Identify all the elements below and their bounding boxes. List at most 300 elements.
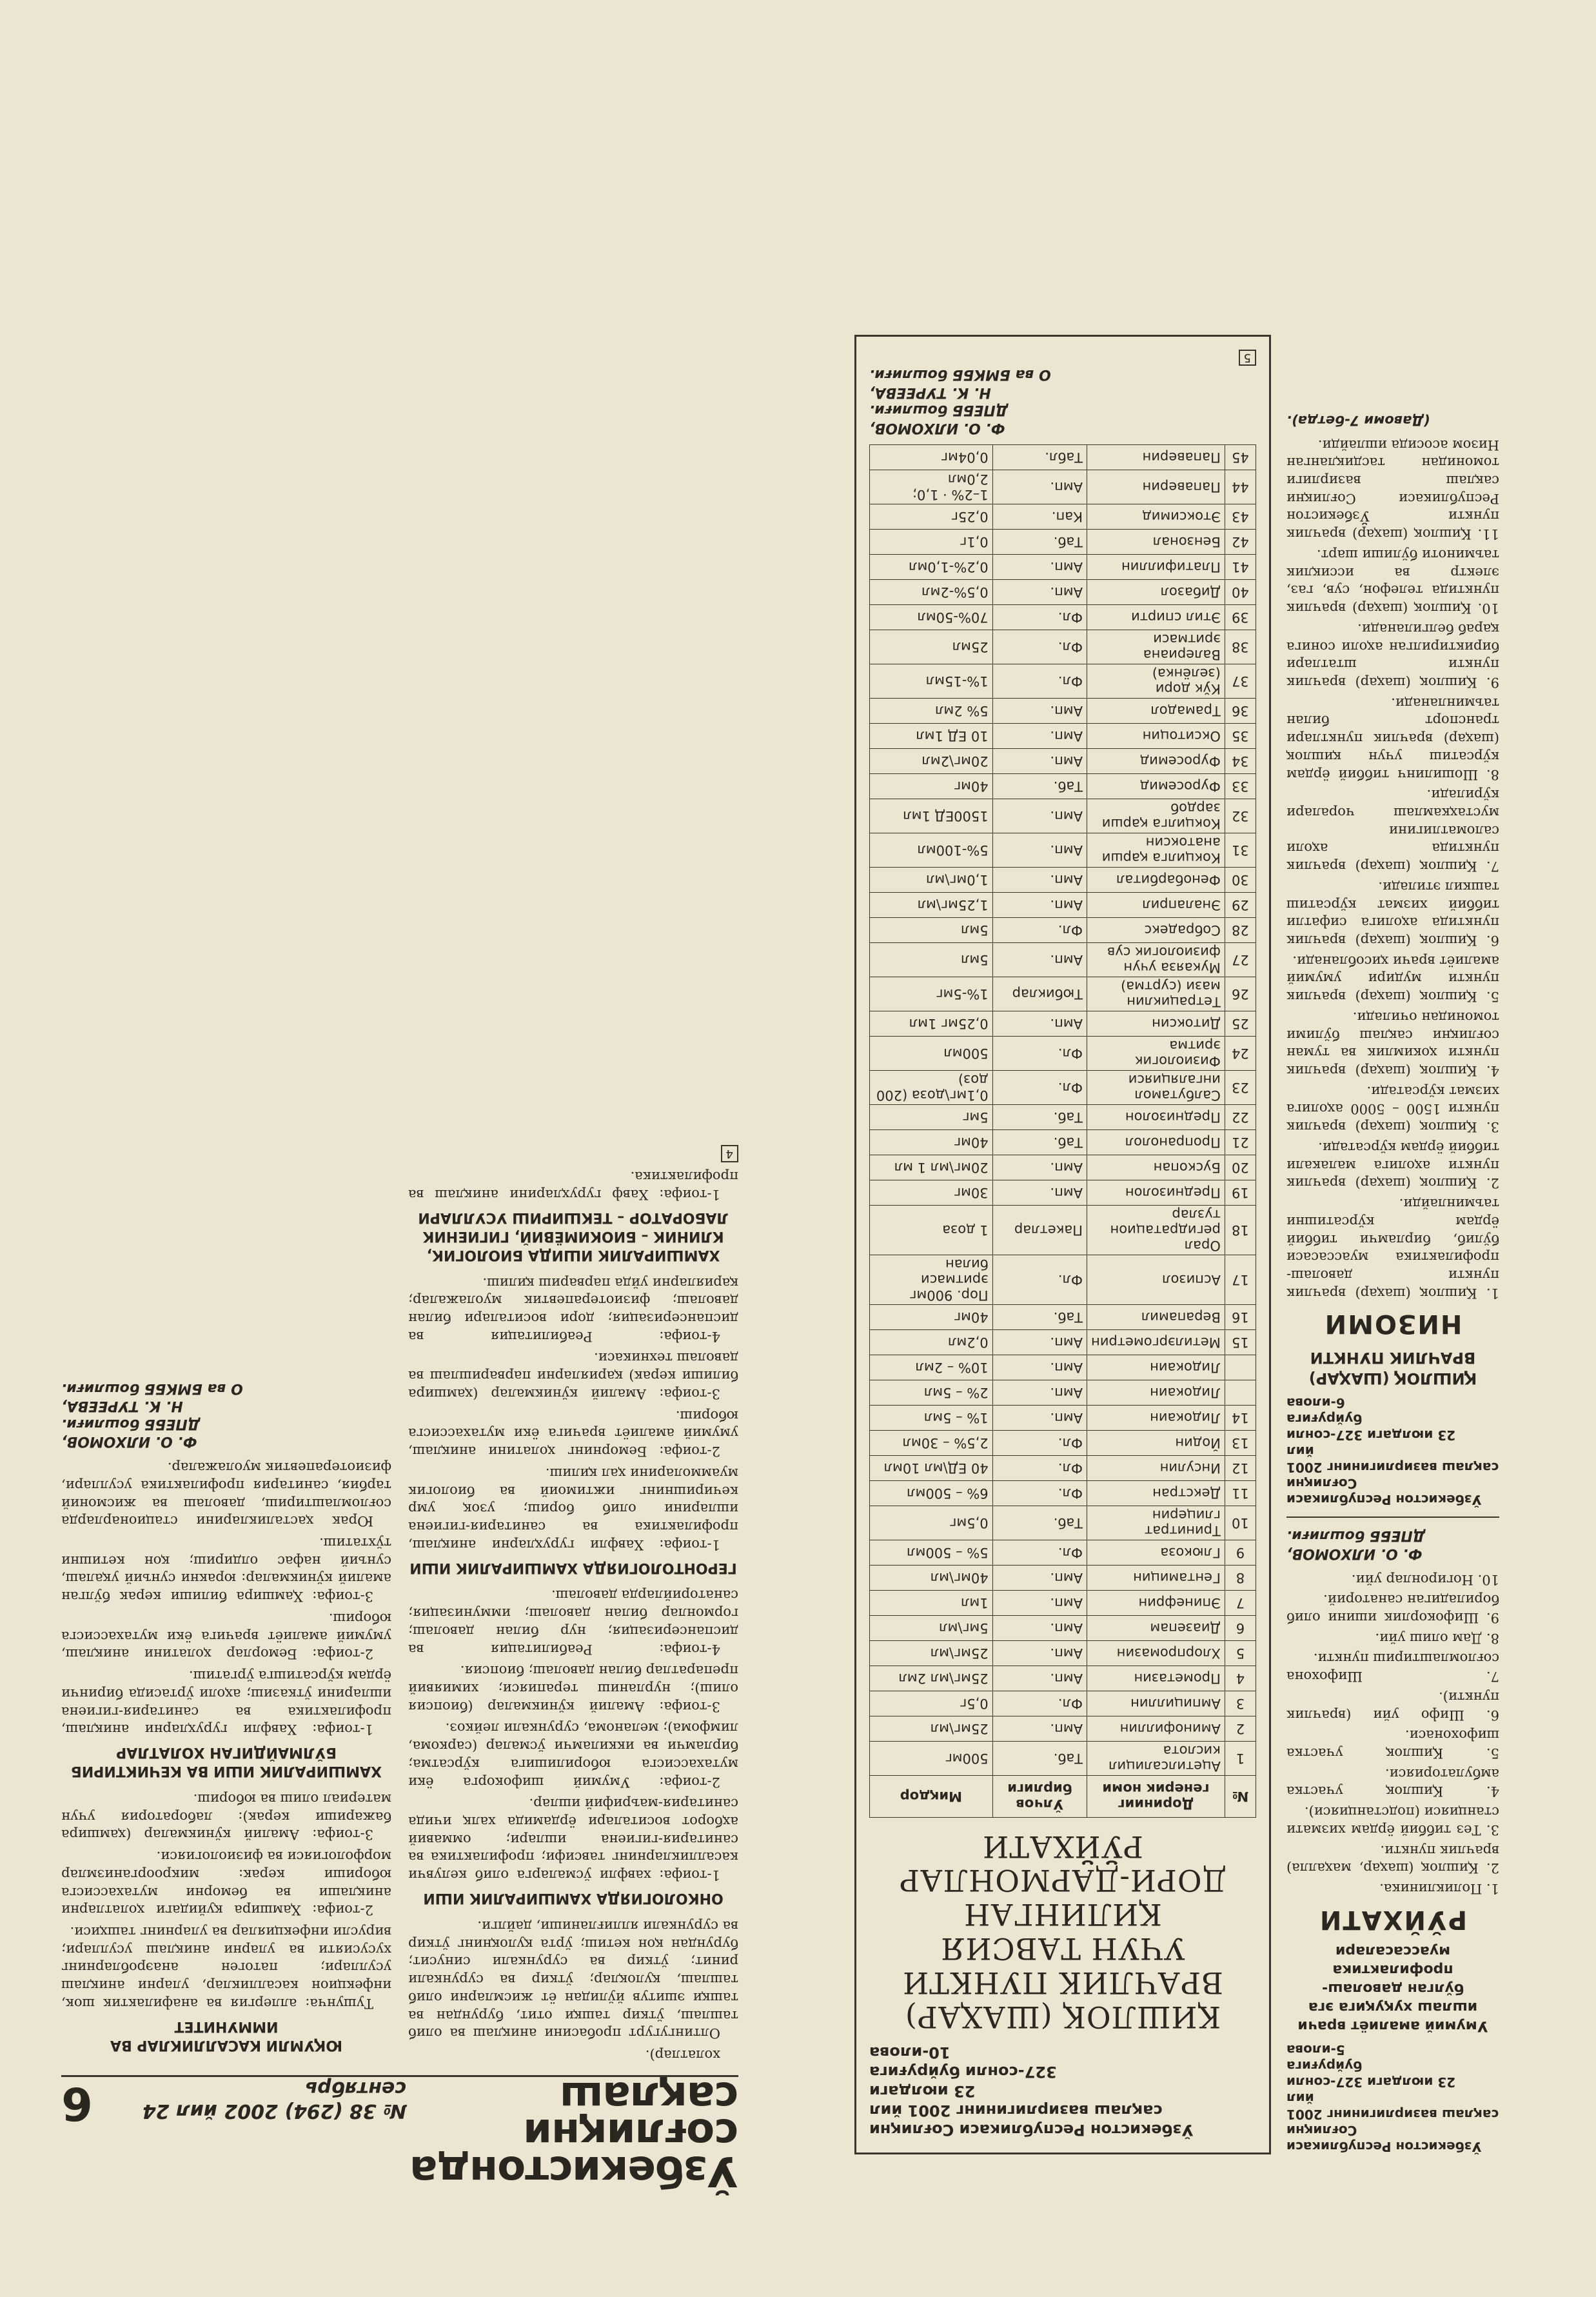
table-cell: Тринитрат глицерин: [1087, 1506, 1225, 1540]
table-cell: 0,2%-1,0мл: [870, 554, 993, 579]
table-cell: Ампициллин: [1087, 1691, 1225, 1716]
table-cell: Фл.: [992, 1036, 1087, 1070]
list-item: 10. Ногиронлар уйи.: [1351, 1571, 1499, 1587]
table-cell: Амп.: [992, 723, 1087, 748]
table-cell: Амп.: [992, 892, 1087, 917]
masthead-right: [61, 2077, 406, 2130]
list-lead: Умумий амалиёт врачи ишлаш хуқуқига эга бўлган даволаш-профилактика муассасалари: [1297, 1942, 1488, 2034]
signature-line: О ва БМКББ бошлиғи.: [869, 366, 1051, 383]
column-header: Миқдор: [870, 1775, 993, 1817]
decree-line: сақлаш вазирлигининг 2001 йил: [1286, 1443, 1499, 1475]
table-cell: 39: [1225, 604, 1256, 630]
signature-line: Ф. О. ИЛХОМОВ,: [869, 419, 1005, 436]
table-cell: Таб.: [992, 1506, 1087, 1540]
table-row: [870, 1506, 1256, 1540]
page-six: [61, 90, 738, 2194]
paragraph: 4-тоифа: Реабилитация ва диспансеризация; нур билан даволаш; гормонлар билан даволаш; иммунизация; санаторийларда даволаш.: [408, 1587, 738, 1657]
table-cell: Фуросемид: [1087, 773, 1225, 799]
table-row: [870, 942, 1256, 977]
table-cell: 43: [1225, 504, 1256, 529]
intro-line: Олтингугурт пробасини аниқлаш ва олиб ташлаш, ўткир ташқи отит, бурундан ва ташқи эшитув йўлидан ёт жисмларни олиб ташлаш, қулоқлар; ўткир ва сурункали ринит; ўткир ва сурункали синусит; бурундан қон кетиш; ўрта қулоқнинг ўткир ва сурункали яллиғланиши, дайлги.: [408, 1918, 738, 2042]
paragraph: 1-тоифа: Хавфли гуруҳларни аниқлаш, профилактика ва санитария-гигиена ишларини ўтказиш; аҳоли ўртасида биринчи ёрдам кўрсатишга ўргатиш.: [61, 1668, 391, 1738]
regulation-subtitle: НИЗОМИ: [1323, 1309, 1463, 1339]
table-body: [870, 444, 1256, 1775]
table-cell: 30: [1225, 867, 1256, 892]
table-cell: 25мг\мл: [870, 1640, 993, 1666]
signature-line: ДПЕББ бошлиғи.: [61, 1415, 201, 1432]
table-cell: Пор. 900мг эритмаси билан: [870, 1255, 993, 1304]
paragraph: 4. Қишлоқ (шаҳар) врачлик пункти ҳокимлик ва туман соғлиқни сақлаш бўлими томонидан очилади.: [1286, 1009, 1499, 1079]
table-cell: 25мг\мл: [870, 1716, 993, 1741]
table-cell: [1225, 1355, 1256, 1380]
medicine-table-box: [854, 335, 1271, 2154]
article-column-1: [408, 1145, 738, 2063]
decree-line: сақлаш вазирлигининг 2001 йил: [1286, 2091, 1499, 2122]
table-cell: Амп.: [992, 748, 1087, 773]
table-cell: Кап.: [992, 504, 1087, 529]
table-cell: Таб.: [992, 529, 1087, 554]
table-cell: Амп.: [992, 1640, 1087, 1666]
table-cell: 6% – 500мл: [870, 1480, 993, 1506]
table-row: [870, 1716, 1256, 1741]
table-cell: Инсулин: [1087, 1455, 1225, 1480]
table-row: [870, 723, 1256, 748]
table-row: [870, 554, 1256, 579]
table-cell: Амп.: [992, 942, 1087, 977]
table-row: [870, 1430, 1256, 1455]
table-cell: Аспизол: [1087, 1255, 1225, 1304]
table-cell: [1225, 1380, 1256, 1405]
section-heading: ХАМШИРАЛИК ИШИДА БИОЛОГИК, КЛИНИК – БИОКИМЁВИЙ, ГИГИЕНИК ЛАБОРАТОР – ТЕКШИРИШ УСУЛЛАРИ: [418, 1209, 729, 1263]
table-cell: Фенобарбитал: [1087, 867, 1225, 892]
table-cell: 34: [1225, 748, 1256, 773]
table-cell: Фуросемид: [1087, 748, 1225, 773]
table-cell: Амп.: [992, 1380, 1087, 1405]
table-title-line: УЧУН ТАВСИЯ ҚИЛИНГАН: [940, 1897, 1185, 1967]
table-cell: 1 доза: [870, 1205, 993, 1255]
table-cell: 19: [1225, 1180, 1256, 1205]
table-cell: Тюбиклар: [992, 977, 1087, 1011]
table-cell: Амп.: [992, 1565, 1087, 1590]
paragraph: 1-тоифа: хавфли ўсмаларга олиб келувчи касалликларнинг тавсифи; профилактика ва санитария-гигиена ишлари; оммавий аҳборот воситалари ёрдамида халқ ичида санитария-маърифий ишлар.: [408, 1796, 738, 1884]
table-cell: 0,25г: [870, 504, 993, 529]
section-heading: ЮҚУМЛИ КАСАЛЛИКЛАР ВА ИММУНИТЕТ: [110, 2018, 343, 2053]
table-cell: Трамадол: [1087, 698, 1225, 723]
table-cell: Метилэргометрин: [1087, 1329, 1225, 1355]
paragraph: Юрак ҳасталикларини стационарларда соғломлаштириш, даволаш ва жисмоний тарбия, санитария профилактика усуллари, физиотерапевтик муолажалар.: [61, 1460, 391, 1529]
table-title-line: ҚИШЛОҚ (ШАҲАР) ВРАЧЛИК ПУНКТИ: [902, 1965, 1223, 2034]
signature-line: Ф. О. ИЛХОМОВ,: [61, 1433, 197, 1450]
table-cell: 20: [1225, 1155, 1256, 1180]
table-cell: 20мг\2мл: [870, 748, 993, 773]
table-cell: 1мл: [870, 1590, 993, 1615]
table-cell: Лидокаин: [1087, 1355, 1225, 1380]
table-cell: 5%-100мл: [870, 833, 993, 867]
paragraph: 5. Қишлоқ (шаҳар) врачлик пункти мудири умумий амалиёт врачи ҳисобланади.: [1286, 953, 1499, 1005]
table-row: [870, 833, 1256, 867]
article-column-2: [61, 1145, 391, 2063]
table-row: [870, 917, 1256, 942]
table-cell: 5% – 500мл: [870, 1540, 993, 1565]
table-cell: 1%-15мл: [870, 664, 993, 698]
list-item: 9. Шифокорлик ишини олиб бориладиган санаторий.: [1286, 1592, 1499, 1626]
paragraph: 10. Қишлоқ (шаҳар) врачлик пунктида телефон, сув, газ, электр ва иссиқлик таъминоти бўлиши шарт.: [1286, 546, 1499, 617]
paragraph: 2-тоифа: Беморлар ҳолатини аниқлаш, умумий амалиёт врачига ёки мутахассисга юбориш.: [61, 1610, 391, 1662]
table-cell: 27: [1225, 942, 1256, 977]
table-cell: 24: [1225, 1036, 1256, 1070]
table-cell: 500мг: [870, 1741, 993, 1775]
table-cell: 17: [1225, 1255, 1256, 1304]
masthead-title-line2: соғлиқни сақлаш: [524, 2072, 738, 2158]
table-cell: 40мг: [870, 773, 993, 799]
table-cell: 5мл: [870, 942, 993, 977]
table-row: [870, 1691, 1256, 1716]
table-cell: 42: [1225, 529, 1256, 554]
table-cell: Таб.: [992, 1741, 1087, 1775]
table-cell: Папаверин: [1087, 470, 1225, 504]
table-cell: 1: [1225, 1741, 1256, 1775]
table-cell: Кўк дори (зелёнка): [1087, 664, 1225, 698]
table-cell: 9: [1225, 1540, 1256, 1565]
signature-block: [61, 1379, 391, 1450]
table-row: [870, 1155, 1256, 1180]
table-row: [870, 1380, 1256, 1405]
page-five-layout: [854, 335, 1499, 2154]
table-cell: 1500ЕД 1мл: [870, 799, 993, 833]
table-cell: Фл.: [992, 1070, 1087, 1104]
paragraph: 7. Қишлоқ (шаҳар) врачлик пунктида аҳоли саломатлигини мустаҳкамлаш чоралари кўрилади.: [1286, 787, 1499, 875]
table-header-row: [870, 1775, 1256, 1817]
table-row: [870, 1255, 1256, 1304]
table-row: [870, 1355, 1256, 1380]
decree-reference: [1286, 1395, 1499, 1507]
table-row: [870, 1036, 1256, 1070]
table-cell: Пропранолол: [1087, 1129, 1225, 1155]
table-cell: 10% – 2мл: [870, 1355, 993, 1380]
table-row: [870, 892, 1256, 917]
list-item: 6. Шифо уйи (врачлик пункти).: [1286, 1689, 1499, 1723]
paragraph: 1. Қишлоқ (шаҳар) врачлик пункти даволаш-профилактика муассасаси бўлиб, бирламчи тиббий ёрдам кўрсатишни таъминлайди.: [1286, 1196, 1499, 1301]
table-cell: Прометазин: [1087, 1666, 1225, 1691]
table-cell: Амп.: [992, 1405, 1087, 1430]
table-cell: 32: [1225, 799, 1256, 833]
table-cell: Йодин: [1087, 1430, 1225, 1455]
table-cell: 44: [1225, 470, 1256, 504]
table-cell: 40: [1225, 579, 1256, 604]
list-item: 7. Шифохона соғломлаштириш пункти.: [1286, 1651, 1499, 1685]
table-cell: Преднизолон: [1087, 1180, 1225, 1205]
decree-line: Ўзбекистон Республикаси Соғлиқни: [1286, 2123, 1482, 2154]
table-cell: Амп.: [992, 799, 1087, 833]
table-cell: 3: [1225, 1691, 1256, 1716]
table-cell: Амп.: [992, 1590, 1087, 1615]
table-cell: Амп.: [992, 1329, 1087, 1355]
divider: [1286, 1516, 1499, 1518]
table-cell: Эпинефрин: [1087, 1590, 1225, 1615]
medicine-table: [869, 444, 1256, 1818]
table-cell: Бензонал: [1087, 529, 1225, 554]
table-cell: Этил спирти: [1087, 604, 1225, 630]
decree-line: 6-илова: [1286, 1395, 1345, 1411]
table-row: [870, 1011, 1256, 1036]
table-cell: Мукаяза учун физиологик сув: [1087, 942, 1225, 977]
signature-line: Н. К. ТУРЕЕВА,: [61, 1398, 183, 1415]
table-cell: 45: [1225, 444, 1256, 470]
signature-line: ДПЕББ бошлиғи.: [869, 402, 1009, 419]
table-cell: Папаверин: [1087, 444, 1225, 470]
table-row: [870, 504, 1256, 529]
signature-line: Ф. О. ИЛХОМОВ,: [1286, 1545, 1423, 1562]
table-cell: Фл.: [992, 1480, 1087, 1506]
table-cell: 2: [1225, 1716, 1256, 1741]
table-cell: 0,04мг: [870, 444, 993, 470]
list-item: 8. Дам олиш уйи.: [1375, 1630, 1499, 1646]
list-item: 1. Поликлиника.: [1379, 1881, 1499, 1897]
page-mark: 4: [721, 1145, 738, 1163]
table-cell: Амп.: [992, 1355, 1087, 1380]
signature-line: ДПЕББ бошлиғи.: [1286, 1527, 1426, 1544]
decree-reference: [869, 2043, 1256, 2140]
decree-line: 10-илова: [869, 2043, 951, 2062]
table-cell: Амп.: [992, 833, 1087, 867]
table-cell: 2% – 5мл: [870, 1380, 993, 1405]
table-cell: 40мг: [870, 1129, 993, 1155]
paragraph: Тушунча: аллергия ва анафилактик шок, инфекцион касалликлар, уларни аниқлаш усуллари; патоген анаэробларнинг хусусияти ва уларни аниқлаш усуллари; вирусли инфекциялар ва уларнинг ташҳиси.: [61, 1924, 391, 2011]
table-cell: Таб.: [992, 1129, 1087, 1155]
decree-line: Ўзбекистон Республикаси Соғлиқни: [1286, 1475, 1482, 1507]
table-row: [870, 1741, 1256, 1775]
table-cell: Кокцилга қарши анатоксин: [1087, 833, 1225, 867]
table-row: [870, 1205, 1256, 1255]
table-cell: 1–2% · 1,0; 2,0мл: [870, 470, 993, 504]
table-cell: Амп.: [992, 470, 1087, 504]
table-row: [870, 630, 1256, 664]
table-cell: Фл.: [992, 604, 1087, 630]
table-cell: Лидокаин: [1087, 1405, 1225, 1430]
table-row: [870, 799, 1256, 833]
table-cell: 10: [1225, 1506, 1256, 1540]
section-heading: ОНКОЛОГИЯДА ХАМШИРАЛИК ИШИ: [423, 1890, 724, 1907]
column-header: №: [1225, 1775, 1256, 1817]
table-cell: Ацетилсалицил кислота: [1087, 1741, 1225, 1775]
table-cell: 1%-5мг: [870, 977, 993, 1011]
table-cell: Амп.: [992, 1615, 1087, 1640]
table-cell: 70%-50мл: [870, 604, 993, 630]
page-number: 6: [61, 2077, 93, 2130]
table-cell: 29: [1225, 892, 1256, 917]
table-cell: 0,5мг: [870, 1506, 993, 1540]
table-cell: 38: [1225, 630, 1256, 664]
signature-line: О ва БМКББ бошлиғи.: [61, 1380, 243, 1397]
table-cell: Фл.: [992, 1691, 1087, 1716]
table-cell: 4: [1225, 1666, 1256, 1691]
table-cell: Амп.: [992, 1155, 1087, 1180]
table-cell: Амп.: [992, 1011, 1087, 1036]
table-row: [870, 1615, 1256, 1640]
decree-line: 327-сонли буйруғига: [869, 2063, 1057, 2081]
table-cell: Амп.: [992, 867, 1087, 892]
table-cell: Собрадекс: [1087, 917, 1225, 942]
table-cell: Гентамицин: [1087, 1565, 1225, 1590]
table-cell: 7: [1225, 1590, 1256, 1615]
table-cell: Валериана эритмаси: [1087, 630, 1225, 664]
table-cell: Диазепам: [1087, 1615, 1225, 1640]
table-cell: 1% – 5мл: [870, 1405, 993, 1430]
table-cell: 21: [1225, 1129, 1256, 1155]
table-cell: Таб.: [992, 1304, 1087, 1329]
table-cell: Фл.: [992, 1455, 1087, 1480]
paragraph: 6. Қишлоқ (шаҳар) врачлик пунктида аҳолига сифатли тиббий хизмат кўрсатиш ташкил этилади.: [1286, 879, 1499, 949]
table-cell: 40мг\мл: [870, 1565, 993, 1590]
table-title-line: ДОРИ-ДАРМОНЛАР РЎЙХАТИ: [899, 1829, 1227, 1898]
table-cell: Амп.: [992, 1180, 1087, 1205]
table-row: [870, 1480, 1256, 1506]
table-cell: 41: [1225, 554, 1256, 579]
table-cell: Аминофиллин: [1087, 1716, 1225, 1741]
table-cell: 5: [1225, 1640, 1256, 1666]
article-columns: [61, 1145, 738, 2063]
table-cell: Верапамил: [1087, 1304, 1225, 1329]
table-cell: 500мл: [870, 1036, 993, 1070]
list-item: 3. Тез тиббий ёрдам хизмати станцияси (подстанцияси).: [1286, 1804, 1499, 1838]
table-cell: 11: [1225, 1480, 1256, 1506]
table-row: [870, 604, 1256, 630]
table-cell: 0,5%-2мл: [870, 579, 993, 604]
signature-block: [1286, 1527, 1499, 1562]
table-cell: Амп.: [992, 1716, 1087, 1741]
table-cell: 26: [1225, 977, 1256, 1011]
table-cell: 23: [1225, 1070, 1256, 1104]
table-cell: 40мг: [870, 1304, 993, 1329]
table-cell: Этоксимид: [1087, 504, 1225, 529]
section-heading: ГЕРОНТОЛОГИЯДА ХАМШИРАЛИК ИШИ: [409, 1559, 737, 1576]
table-cell: 6: [1225, 1615, 1256, 1640]
table-cell: 25: [1225, 1011, 1256, 1036]
decree-line: 23 июлдаги 327-сонли буйруғига: [1286, 1411, 1456, 1443]
paragraph: 2. Қишлоқ (шаҳар) врачлик пункти аҳолига малакали тиббий ёрдам кўрсатади.: [1286, 1139, 1499, 1191]
table-cell: Фл.: [992, 1540, 1087, 1565]
table-cell: 2,5% – 30мл: [870, 1430, 993, 1455]
list-item: 4. Қишлоқ участка амбулаторияси.: [1286, 1765, 1499, 1800]
table-row: [870, 470, 1256, 504]
list-title: РЎЙХАТИ: [1318, 1904, 1468, 1934]
table-cell: Эналаприл: [1087, 892, 1225, 917]
paragraph: 3-тоифа: Амалий кўникмалар (биопсия олиш); нурланиш терапияси; химиявий препаратлар билан даволаш; биопсия.: [408, 1663, 738, 1715]
table-cell: Пакетлар: [992, 1205, 1087, 1255]
table-cell: 25мг\мл 2мл: [870, 1666, 993, 1691]
table-cell: Дитоксин: [1087, 1011, 1225, 1036]
decree-line: сақлаш вазирлигининг 2001 йил: [869, 2102, 1163, 2120]
paragraph: 1-тоифа: Хавф гуруҳларини аниқлаш ва профилактика.: [408, 1169, 738, 1202]
table-cell: Глюкоза: [1087, 1540, 1225, 1565]
table-cell: Фл.: [992, 1255, 1087, 1304]
intro-line: холатлар).: [645, 2047, 720, 2063]
regulation-title: ҚИШЛОҚ (ШАҲАР) ВРАЧЛИК ПУНКТИ: [1308, 1349, 1477, 1387]
table-cell: Амп.: [992, 1666, 1087, 1691]
masthead-title: [406, 2072, 738, 2194]
section-heading: ХАМШИРАЛИК ИШИ ВА КЕЧИКТИРИБ БЎЛМАЙДИГАН ХОЛАТЛАР: [71, 1744, 382, 1780]
paragraph: 4-тоифа: Реабилитация ва диспансеризация; дори воситалари билан даволаш; физиотерапевтик муолажалар; қарияларни уйда парвариш қилиш.: [408, 1275, 738, 1344]
table-cell: Хлорпромазин: [1087, 1640, 1225, 1666]
table-cell: 5мг\мл: [870, 1615, 993, 1640]
table-row: [870, 1329, 1256, 1355]
table-cell: 0,5г: [870, 1691, 993, 1716]
decree-line: 23 июлдаги: [869, 2082, 976, 2100]
paragraph: 2-тоифа: Умумий шифокорга ёки мутахассисга юборилишига кўрсатма; бирламчи ва иккиламчи ўсмалар (саркома, лимфома); меланома, сурункали лейкоз.: [408, 1720, 738, 1790]
table-cell: 20мг\мл 1 мл: [870, 1155, 993, 1180]
table-cell: Табл.: [992, 444, 1087, 470]
table-cell: 1,25мг\мл: [870, 892, 993, 917]
table-row: [870, 748, 1256, 773]
decree-line: Ўзбекистон Республикаси Соғлиқни: [869, 2121, 1194, 2139]
table-title: [869, 1829, 1256, 2034]
paragraph: 3. Қишлоқ (шаҳар) врачлик пункти 1500 – 5000 аҳолига хизмат кўрсатади.: [1286, 1083, 1499, 1135]
table-row: [870, 1540, 1256, 1565]
table-cell: 18: [1225, 1205, 1256, 1255]
table-row: [870, 529, 1256, 554]
table-cell: 8: [1225, 1565, 1256, 1590]
table-cell: Орал регидратацион тузлар: [1087, 1205, 1225, 1255]
paragraph: 1-тоифа: Хавфли гуруҳларни аниқлаш, профилактика ва санитария-гигиена ишларини олиб бориш; узоқ умр кечиришнинг ижтимоий ва биологик муаммоларини ҳал қилиш.: [408, 1465, 738, 1553]
table-cell: Таб.: [992, 1104, 1087, 1129]
table-row: [870, 444, 1256, 470]
table-cell: 5% 2мл: [870, 698, 993, 723]
table-cell: 37: [1225, 664, 1256, 698]
column-header: Ўлчов бирлиги: [992, 1775, 1087, 1817]
issue-date: № 38 (294) 2002 йил 24 сентябрь: [142, 2077, 407, 2122]
table-cell: Амп.: [992, 698, 1087, 723]
table-row: [870, 1455, 1256, 1480]
table-cell: Бускопан: [1087, 1155, 1225, 1180]
table-cell: 15: [1225, 1329, 1256, 1355]
table-row: [870, 867, 1256, 892]
masthead-title-line1: Ўзбекистонда: [410, 2146, 738, 2194]
table-row: [870, 1180, 1256, 1205]
table-cell: 36: [1225, 698, 1256, 723]
paragraph: 11. Қишлоқ (шаҳар) врачлик пункти Ўзбекистон Республикаси Соғлиқни сақлаш вазирлиги томонидан тасдиқланган Низом асосида ишлайди.: [1286, 437, 1499, 542]
table-cell: Преднизолон: [1087, 1104, 1225, 1129]
decree-line: 5-илова: [1286, 2042, 1345, 2058]
table-cell: Физиологик эритма: [1087, 1036, 1225, 1070]
table-cell: Кокцилга қарши зардоб: [1087, 799, 1225, 833]
table-cell: 22: [1225, 1104, 1256, 1129]
table-cell: 35: [1225, 723, 1256, 748]
paragraph: 3-тоифа: Амалий кўникмалар (ҳамшира бажариши керак): лаборатория учун материал олиш ва юбориш.: [61, 1791, 391, 1843]
table-cell: Фл.: [992, 917, 1087, 942]
continued-note: (Давоми 7-бетда).: [1286, 412, 1430, 428]
paragraph: 3-тоифа: Ҳамшира билиши керак бўлган амалий кўникмалар: юракни сунъий уқалаш, сунъий нафас олдириш; қон кетишни тўхтатиш.: [61, 1535, 391, 1605]
table-cell: 33: [1225, 773, 1256, 799]
paragraph: 3-тоифа: Амалий кўникмалар (ҳамшира билиши керак) қарияларни парваришлаш ва даволаш техникаси.: [408, 1350, 738, 1402]
table-cell: 12: [1225, 1455, 1256, 1480]
table-cell: Лидокаин: [1087, 1380, 1225, 1405]
table-cell: Декстран: [1087, 1480, 1225, 1506]
table-cell: Фл.: [992, 1430, 1087, 1455]
table-cell: 5мг: [870, 1104, 993, 1129]
paragraph: 2-тоифа: Ҳамшира қуйидаги ҳолатларни аниқлаши ва беморни мутахассисга юбориши керак: микроорганизмлар морфологияси ва физиологияси.: [61, 1849, 391, 1918]
list-item: 2. Қишлоқ (шаҳар, маҳалла) врачлик пункти.: [1286, 1842, 1499, 1876]
table-cell: Платифиллин: [1087, 554, 1225, 579]
paragraph: 9. Қишлоқ (шаҳар) врачлик пункти штатлари бириктирилган аҳоли сонига қараб белгиланади.: [1286, 621, 1499, 690]
decree-line: 23 июлдаги 327-сонли буйруғига: [1286, 2058, 1456, 2090]
signature-block: [869, 366, 1256, 437]
table-row: [870, 1640, 1256, 1666]
table-row: [870, 698, 1256, 723]
table-cell: 1,0мг\мл: [870, 867, 993, 892]
table-cell: Тетрациклин мази (суртма): [1087, 977, 1225, 1011]
table-cell: 13: [1225, 1430, 1256, 1455]
column-header: Доринииг генерик номи: [1087, 1775, 1225, 1817]
